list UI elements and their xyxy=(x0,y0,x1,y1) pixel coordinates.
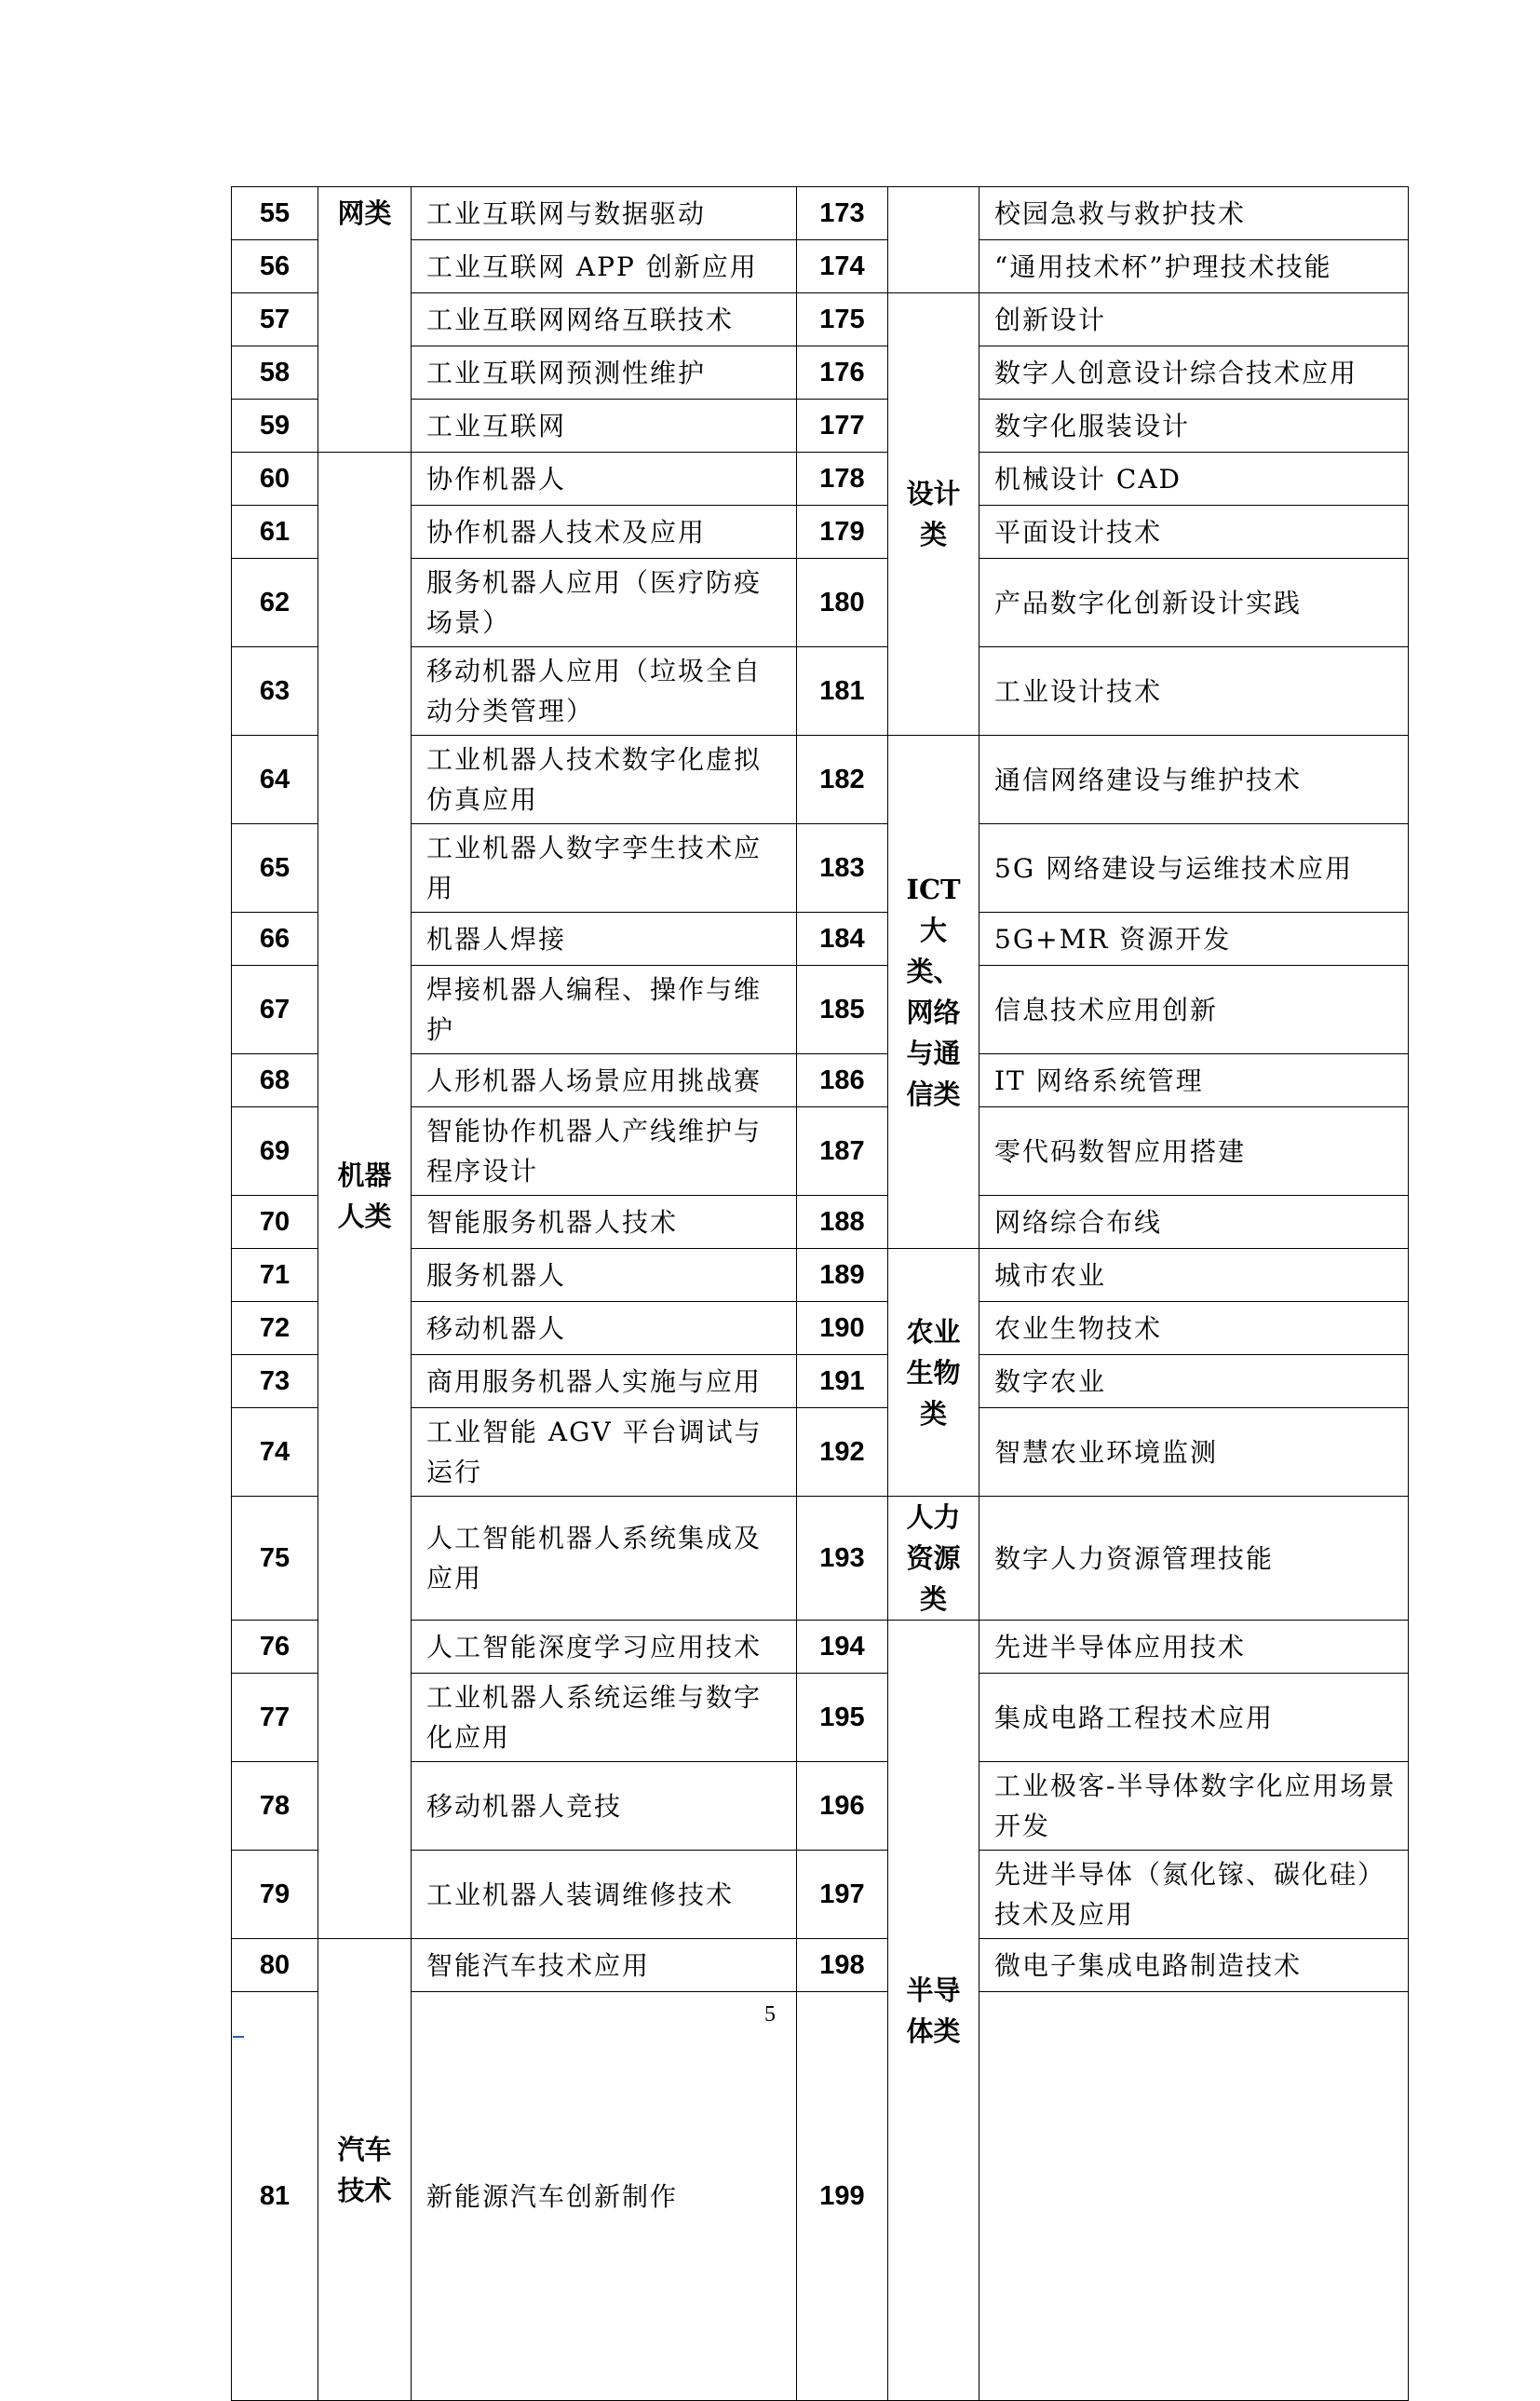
right-item-name: 平面设计技术 xyxy=(979,506,1409,559)
left-item-number: 61 xyxy=(232,506,318,559)
left-item-number: 78 xyxy=(232,1762,318,1851)
right-item-number: 193 xyxy=(797,1497,888,1621)
right-item-number: 191 xyxy=(797,1355,888,1408)
right-item-name: 数字人力资源管理技能 xyxy=(979,1497,1409,1621)
right-item-name: 农业生物技术 xyxy=(979,1302,1409,1355)
right-item-name: 校园急救与救护技术 xyxy=(979,187,1409,240)
right-item-number: 175 xyxy=(797,293,888,346)
left-category-internet: 网类 xyxy=(318,187,412,453)
left-item-name: 工业互联网网络互联技术 xyxy=(412,293,797,346)
left-item-number: 73 xyxy=(232,1355,318,1408)
left-item-number: 74 xyxy=(232,1408,318,1497)
right-item-number: 177 xyxy=(797,400,888,453)
left-item-name: 服务机器人应用（医疗防疫场景） xyxy=(412,559,797,647)
left-item-name: 工业互联网 xyxy=(412,400,797,453)
right-item-number: 180 xyxy=(797,559,888,647)
competition-table xyxy=(231,186,1409,2401)
left-item-number: 65 xyxy=(232,824,318,913)
left-item-name: 移动机器人 xyxy=(412,1302,797,1355)
left-category-robot: 机器人类 xyxy=(318,453,412,1939)
left-item-number: 66 xyxy=(232,913,318,966)
left-item-number: 70 xyxy=(232,1196,318,1249)
right-item-number: 199 xyxy=(797,1992,888,2401)
right-item-number: 178 xyxy=(797,453,888,506)
right-item-number: 179 xyxy=(797,506,888,559)
right-item-name: 机械设计 CAD xyxy=(979,453,1409,506)
left-item-name: 智能汽车技术应用 xyxy=(412,1939,797,1992)
right-category-blank xyxy=(888,187,979,293)
right-item-name: 先进半导体（氮化镓、碳化硅）技术及应用 xyxy=(979,1851,1409,1939)
left-item-name: 工业机器人技术数字化虚拟仿真应用 xyxy=(412,736,797,824)
left-item-name: 工业智能 AGV 平台调试与运行 xyxy=(412,1408,797,1497)
right-item-name: 信息技术应用创新 xyxy=(979,966,1409,1054)
left-item-number: 76 xyxy=(232,1621,318,1674)
left-item-name: 工业机器人装调维修技术 xyxy=(412,1851,797,1939)
table-row xyxy=(232,187,1409,240)
right-item-name: 数字化服装设计 xyxy=(979,400,1409,453)
left-item-name: 机器人焊接 xyxy=(412,913,797,966)
right-item-number: 185 xyxy=(797,966,888,1054)
right-item-name: IT 网络系统管理 xyxy=(979,1054,1409,1107)
right-item-name: 5G 网络建设与运维技术应用 xyxy=(979,824,1409,913)
left-item-number: 63 xyxy=(232,647,318,736)
right-category-agri: 农业生物类 xyxy=(888,1249,979,1497)
right-item-name: 通信网络建设与维护技术 xyxy=(979,736,1409,824)
right-item-name: 零代码数智应用搭建 xyxy=(979,1107,1409,1196)
right-item-number: 181 xyxy=(797,647,888,736)
left-item-name: 移动机器人应用（垃圾全自动分类管理） xyxy=(412,647,797,736)
footer-mark xyxy=(233,2036,244,2038)
left-item-name: 工业互联网与数据驱动 xyxy=(412,187,797,240)
left-item-number: 64 xyxy=(232,736,318,824)
right-item-name: 网络综合布线 xyxy=(979,1196,1409,1249)
right-item-name: 数字人创意设计综合技术应用 xyxy=(979,346,1409,400)
right-category-ict: ICT大类、网络与通信类 xyxy=(888,736,979,1249)
right-item-name: 创新设计 xyxy=(979,293,1409,346)
left-item-number: 56 xyxy=(232,240,318,293)
left-item-number: 60 xyxy=(232,453,318,506)
right-item-name: 城市农业 xyxy=(979,1249,1409,1302)
left-item-number: 68 xyxy=(232,1054,318,1107)
left-item-number: 81 xyxy=(232,1992,318,2401)
right-item-number: 173 xyxy=(797,187,888,240)
left-item-number: 79 xyxy=(232,1851,318,1939)
left-item-name: 工业互联网 APP 创新应用 xyxy=(412,240,797,293)
right-item-number: 196 xyxy=(797,1762,888,1851)
right-item-name: 数字农业 xyxy=(979,1355,1409,1408)
right-item-number: 187 xyxy=(797,1107,888,1196)
right-item-name: 智慧农业环境监测 xyxy=(979,1408,1409,1497)
left-item-number: 77 xyxy=(232,1674,318,1762)
right-item-name: 工业设计技术 xyxy=(979,647,1409,736)
left-item-number: 71 xyxy=(232,1249,318,1302)
right-category-hr: 人力资源类 xyxy=(888,1497,979,1621)
left-item-number: 80 xyxy=(232,1939,318,1992)
left-item-name: 服务机器人 xyxy=(412,1249,797,1302)
left-item-name: 商用服务机器人实施与应用 xyxy=(412,1355,797,1408)
left-item-name: 新能源汽车创新制作 xyxy=(412,1992,797,2401)
left-item-number: 57 xyxy=(232,293,318,346)
left-item-name: 协作机器人技术及应用 xyxy=(412,506,797,559)
left-item-number: 58 xyxy=(232,346,318,400)
right-item-number: 174 xyxy=(797,240,888,293)
right-item-number: 184 xyxy=(797,913,888,966)
left-item-number: 72 xyxy=(232,1302,318,1355)
left-item-name: 工业机器人数字孪生技术应用 xyxy=(412,824,797,913)
right-item-number: 194 xyxy=(797,1621,888,1674)
right-item-number: 176 xyxy=(797,346,888,400)
right-category-design: 设计类 xyxy=(888,293,979,736)
left-category-auto: 汽车技术 xyxy=(318,1939,412,2401)
table-row xyxy=(232,453,1409,506)
right-item-name: 工业极客-半导体数字化应用场景开发 xyxy=(979,1762,1409,1851)
right-category-semi: 半导体类 xyxy=(888,1621,979,2401)
right-item-number: 186 xyxy=(797,1054,888,1107)
left-item-name: 焊接机器人编程、操作与维护 xyxy=(412,966,797,1054)
left-item-name: 协作机器人 xyxy=(412,453,797,506)
right-item-number: 190 xyxy=(797,1302,888,1355)
right-item-name: 先进半导体应用技术 xyxy=(979,1621,1409,1674)
left-item-number: 59 xyxy=(232,400,318,453)
left-item-name: 工业互联网预测性维护 xyxy=(412,346,797,400)
left-item-name: 智能服务机器人技术 xyxy=(412,1196,797,1249)
right-item-number: 189 xyxy=(797,1249,888,1302)
left-item-number: 67 xyxy=(232,966,318,1054)
left-item-name: 人工智能深度学习应用技术 xyxy=(412,1621,797,1674)
left-item-number: 55 xyxy=(232,187,318,240)
left-item-number: 69 xyxy=(232,1107,318,1196)
right-item-number: 197 xyxy=(797,1851,888,1939)
left-item-name: 人形机器人场景应用挑战赛 xyxy=(412,1054,797,1107)
right-item-name: 产品数字化创新设计实践 xyxy=(979,559,1409,647)
right-item-name: 集成电路工程技术应用 xyxy=(979,1674,1409,1762)
right-category-blank xyxy=(979,1992,1409,2401)
right-item-number: 192 xyxy=(797,1408,888,1497)
right-item-number: 183 xyxy=(797,824,888,913)
right-item-number: 188 xyxy=(797,1196,888,1249)
left-item-name: 移动机器人竞技 xyxy=(412,1762,797,1851)
left-item-number: 62 xyxy=(232,559,318,647)
left-item-number: 75 xyxy=(232,1497,318,1621)
right-item-number: 198 xyxy=(797,1939,888,1992)
page-number: 5 xyxy=(764,2002,776,2027)
right-item-name: 微电子集成电路制造技术 xyxy=(979,1939,1409,1992)
right-item-number: 195 xyxy=(797,1674,888,1762)
right-item-name: 5G+MR 资源开发 xyxy=(979,913,1409,966)
right-item-name: “通用技术杯”护理技术技能 xyxy=(979,240,1409,293)
right-item-number: 182 xyxy=(797,736,888,824)
table-row xyxy=(232,1939,1409,1992)
left-item-name: 工业机器人系统运维与数字化应用 xyxy=(412,1674,797,1762)
left-item-name: 人工智能机器人系统集成及应用 xyxy=(412,1497,797,1621)
left-item-name: 智能协作机器人产线维护与程序设计 xyxy=(412,1107,797,1196)
